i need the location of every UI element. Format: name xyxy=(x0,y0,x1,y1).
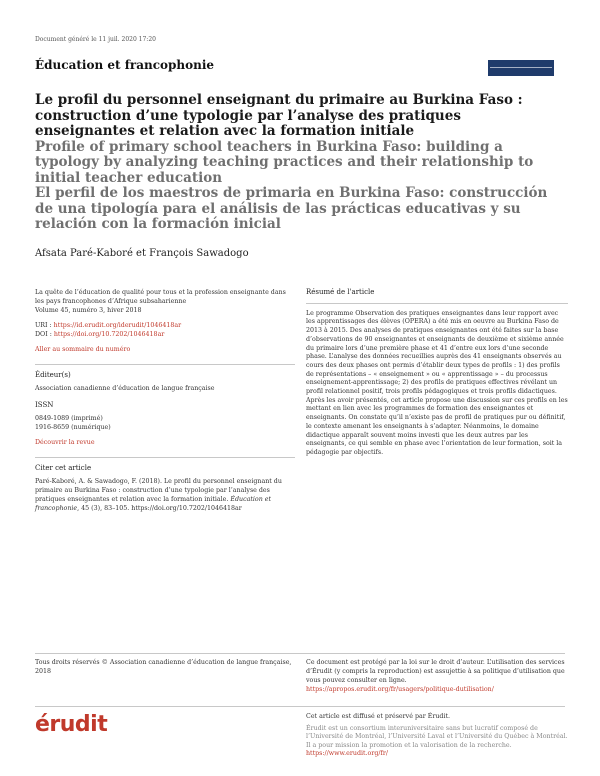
footer-divider xyxy=(35,706,565,707)
distribution-text: Cet article est diffusé et préservé par Érudit. xyxy=(306,713,450,720)
left-column xyxy=(35,288,295,513)
journal-logo-image xyxy=(488,60,554,76)
issue-title: La quête de l’éducation de qualité pour tous et la profession enseignante dans les pays francophones d’Afrique subsaharienne xyxy=(35,289,286,305)
issue-toc-link[interactable]: Aller au sommaire du numéro xyxy=(35,346,131,353)
erudit-site-link[interactable]: https://www.erudit.org/fr/ xyxy=(306,750,388,757)
journal-logo xyxy=(488,60,554,76)
abstract-column xyxy=(306,288,568,458)
consortium-text: Érudit est un consortium interuniversitaire sans but lucratif composé de l’Université de Montréal, l’Université Laval et l’Université du Québec à Montréal. Il a pour mission la promotion et la valorisation de la recherche. xyxy=(306,724,568,749)
doi-label: DOI : xyxy=(35,331,54,338)
issn-heading: ISSN xyxy=(35,401,54,409)
issn-digital: 1916-8659 (numérique) xyxy=(35,424,111,431)
erudit-notice xyxy=(306,713,568,759)
abstract-heading: Résumé de l'article xyxy=(306,288,375,296)
authors: Afsata Paré-Kaboré et François Sawadogo xyxy=(35,248,249,259)
issn-print: 0849-1089 (imprimé) xyxy=(35,415,103,422)
divider xyxy=(35,457,295,458)
title-spanish: El perfil de los maestros de primaria en Burkina Faso: construcción de una tipología para el análisis de las prácticas educativas y su relación con la formación inicial xyxy=(35,185,548,232)
journal-title: Éducation et francophonie xyxy=(35,58,215,72)
rights-notice: Tous droits réservés © Association canadienne d’éducation de langue française, 2018 xyxy=(35,659,292,675)
copyright-notice xyxy=(306,658,568,694)
citation-text: Paré-Kaboré, A. & Sawadogo, F. (2018). Le profil du personnel enseignant du primaire au Burkina Faso : construction d’une typologie par l’analyse des pratiques enseignantes et relation avec la formation initiale. Éducation et francophonie, 45 (3), 83–105. https://doi.org/10.7202/1046418ar xyxy=(35,478,282,512)
issue-volume: Volume 45, numéro 3, hiver 2018 xyxy=(35,307,142,314)
abstract-text: Le programme Observation des pratiques enseignantes dans leur rapport avec les apprentissages des élèves (OPERA) a été mis en oeuvre au Burkina Faso de 2013 à 2015. Des analyses de pratiques enseignantes ont été faites sur la base d’observations de 90 enseignantes et enseignants de deuxième et sixième année du primaire lors d’une première phase et 41 d’entre eux lors d’une seconde phase. L’analyse des données recueillies auprès des 41 enseignants observés au cours des deux phases ont permis d’établir deux types de profils : 1) des profils de représentations – « enseignement » ou « apprentissage » – du processus enseignement-apprentissage; 2) des profils de pratiques effectives révélant un profil relationnel positif, trois profils pédagogiques et trois profils didactiques. Après les avoir présentés, cet article propose une discussion sur ces profils en les mettant en lien avec les programmes de formation des enseignantes et enseignants. On constate qu’il n’existe pas de profil de pratiques pur ou définitif, le contexte amenant les enseignants à s’adapter. Néanmoins, le domaine didactique apparaît souvent moins investi que les deux autres par les enseignants, ce qui semble en phase avec l’orientation de leur formation, soit la pédagogie par objectifs. xyxy=(306,309,568,456)
title-english: Profile of primary school teachers in Burkina Faso: building a typology by analyzing teaching practices and their relationship to initial teacher education xyxy=(35,138,534,186)
usage-policy-link[interactable]: https://apropos.erudit.org/fr/usagers/politique-dutilisation/ xyxy=(306,686,494,693)
uri-link[interactable]: https://id.erudit.org/iderudit/1046418ar xyxy=(53,322,182,329)
citation-heading: Citer cet article xyxy=(35,464,92,472)
copyright-text: Ce document est protégé par la loi sur le droit d’auteur. L’utilisation des services d’Érudit (y compris la reproduction) est assujettie à sa politique d’utilisation que vous pouvez consulter en ligne. xyxy=(306,659,565,684)
erudit-logo: érudit xyxy=(35,712,108,737)
discover-journal-link[interactable]: Découvrir la revue xyxy=(35,439,95,446)
article-titles xyxy=(35,93,565,233)
doi-link[interactable]: https://doi.org/10.7202/1046418ar xyxy=(53,331,165,338)
generated-date: Document généré le 11 juil. 2020 17:20 xyxy=(35,36,156,43)
divider xyxy=(35,364,295,365)
title-french: Le profil du personnel enseignant du primaire au Burkina Faso : construction d’une typologie par l’analyse des pratiques enseignantes et relation avec la formation initiale xyxy=(35,92,523,139)
footer-divider xyxy=(35,653,565,654)
uri-line xyxy=(35,321,295,330)
publisher-name: Association canadienne d’éducation de langue française xyxy=(35,385,215,392)
divider xyxy=(306,303,568,304)
publisher-heading: Éditeur(s) xyxy=(35,371,71,379)
doi-line xyxy=(35,330,295,339)
uri-label: URI : xyxy=(35,322,54,329)
